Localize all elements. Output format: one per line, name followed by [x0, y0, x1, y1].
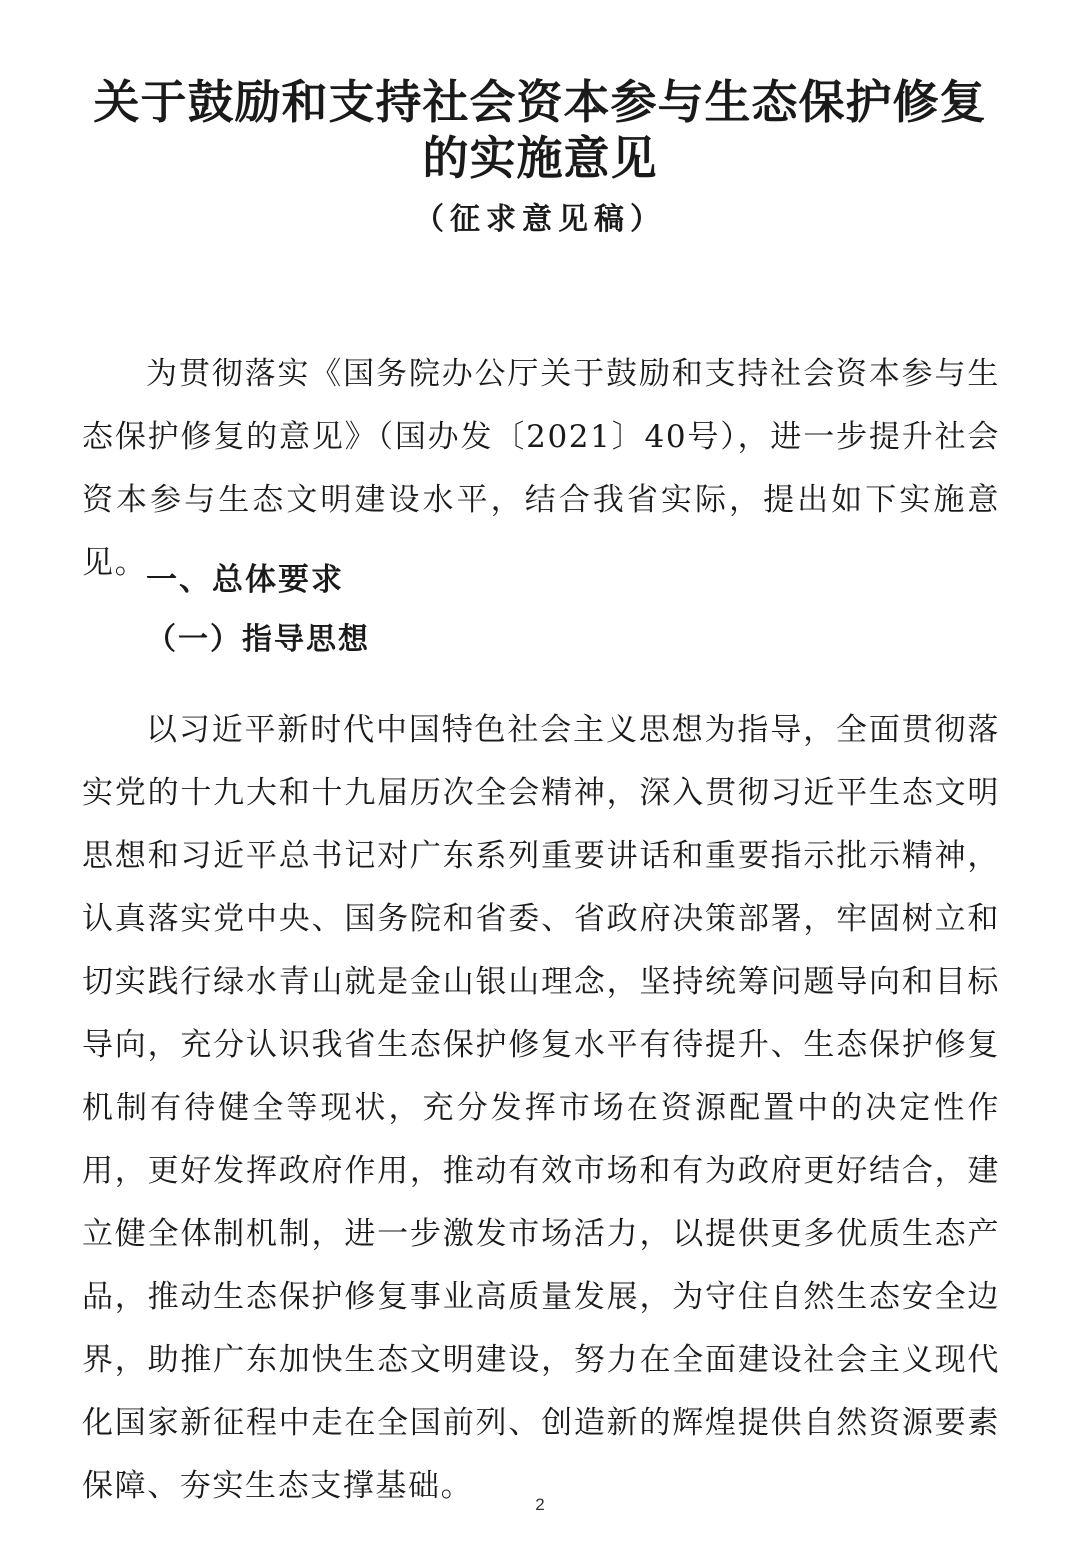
- document-subtitle: （征求意见稿）: [414, 202, 666, 237]
- intro-paragraph: 为贯彻落实《国务院办公厅关于鼓励和支持社会资本参与生态保护修复的意见》（国办发〔2021〕40号），进一步提升社会资本参与生态文明建设水平，结合我省实际，提出如下实施意见。: [82, 356, 1000, 581]
- subsection-heading: （一）指导思想: [146, 622, 370, 657]
- guiding-ideology-paragraph: 以习近平新时代中国特色社会主义思想为指导，全面贯彻落实党的十九大和十九届历次全会精神，深入贯彻习近平生态文明思想和习近平总书记对广东系列重要讲话和重要指示批示精神，认真落实党中央、国务院和省委、省政府决策部署，牢固树立和切实践行绿水青山就是金山银山理念，坚持统筹问题导向和目标导向，充分认识我省生态保护修复水平有待提升、生态保护修复机制有待健全等现状，充分发挥市场在资源配置中的决定性作用，更好发挥政府作用，推动有效市场和有为政府更好结合，建立健全体制机制，进一步激发市场活力，以提供更多优质生态产品，推动生态保护修复事业高质量发展，为守住自然生态安全边界，助推广东加快生态文明建设，努力在全面建设社会主义现代化国家新征程中走在全国前列、创造新的辉煌提供自然资源要素保障、夯实生态支撑基础。: [82, 712, 1000, 1504]
- section-heading: 一、总体要求: [146, 562, 344, 598]
- document-title-line-2: 的实施意见: [422, 131, 658, 185]
- page-number: 2: [535, 1495, 545, 1514]
- document-title-line-1: 关于鼓励和支持社会资本参与生态保护修复: [93, 75, 987, 129]
